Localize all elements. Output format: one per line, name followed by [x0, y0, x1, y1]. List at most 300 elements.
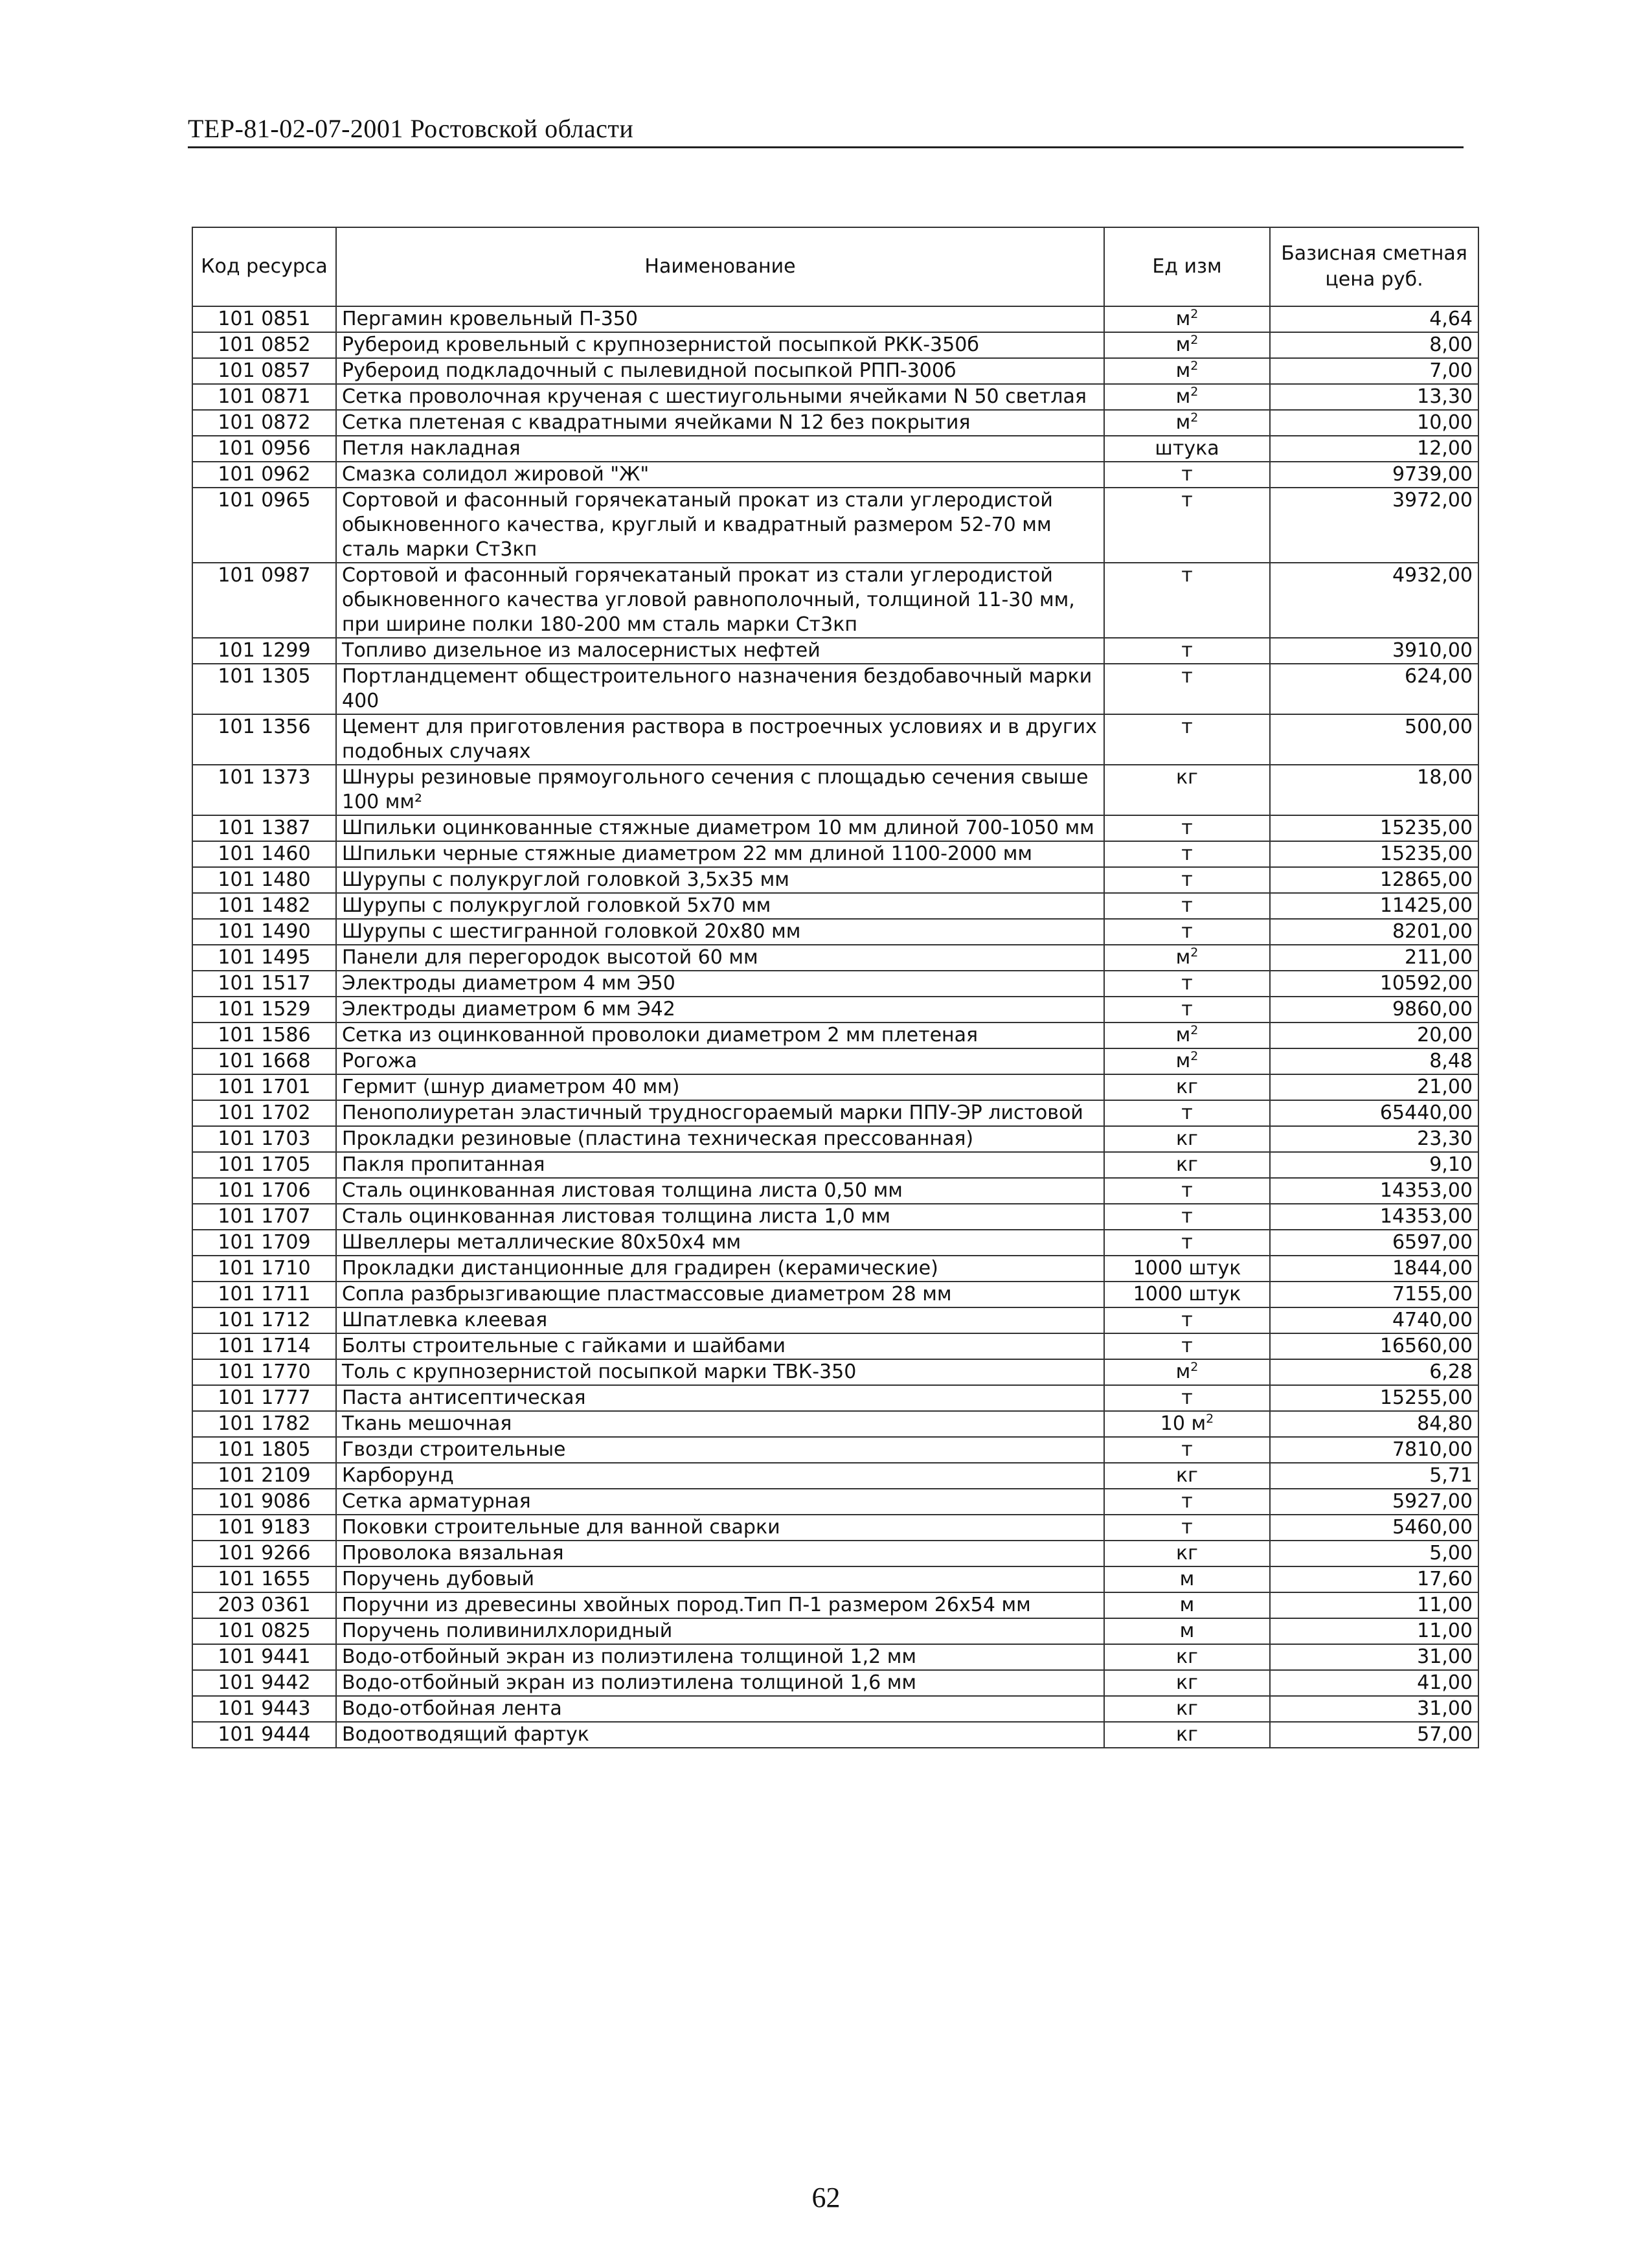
base-price: 18,00 — [1270, 765, 1478, 815]
resource-code: 101 1529 — [192, 997, 336, 1023]
base-price: 624,00 — [1270, 664, 1478, 714]
unit-of-measure — [1104, 488, 1270, 563]
resource-code: 101 1305 — [192, 664, 336, 714]
unit-label: штука — [1155, 437, 1219, 460]
resource-name: Топливо дизельное из малосернистых нефтей — [336, 638, 1104, 664]
resource-name: Сетка из оцинкованной проволоки диаметром 2 мм плетеная — [336, 1023, 1104, 1048]
resource-name: Сетка плетеная с квадратными ячейками N 12 без покрытия — [336, 410, 1104, 436]
resource-code: 101 0857 — [192, 358, 336, 384]
unit-label: т — [1181, 1490, 1193, 1513]
resource-code: 101 1703 — [192, 1126, 336, 1152]
resource-code: 101 1586 — [192, 1023, 336, 1048]
unit-of-measure — [1104, 1126, 1270, 1152]
unit-label: т — [1181, 1516, 1193, 1539]
unit-of-measure — [1104, 867, 1270, 893]
unit-of-measure — [1104, 1566, 1270, 1592]
table-row — [192, 306, 1478, 332]
unit-label: м — [1175, 946, 1191, 969]
base-price: 65440,00 — [1270, 1100, 1478, 1126]
resource-name: Сортовой и фасонный горячекатаный прокат из стали углеродистой обыкновенного качества угловой равнополочный, толщиной 11-30 мм, при ширине полки 180-200 мм сталь марки Ст3кп — [336, 563, 1104, 638]
resource-code: 101 1705 — [192, 1152, 336, 1178]
resource-code: 101 1710 — [192, 1256, 336, 1282]
unit-label: кг — [1176, 1671, 1198, 1694]
base-price: 5927,00 — [1270, 1489, 1478, 1515]
resource-code: 101 1387 — [192, 815, 336, 841]
unit-label: кг — [1176, 1645, 1198, 1668]
resource-code: 101 1482 — [192, 893, 336, 919]
resource-name: Гермит (шнур диаметром 40 мм) — [336, 1074, 1104, 1100]
base-price: 6,28 — [1270, 1359, 1478, 1385]
unit-of-measure — [1104, 332, 1270, 358]
resource-code: 101 1480 — [192, 867, 336, 893]
table-row — [192, 1126, 1478, 1152]
base-price: 5460,00 — [1270, 1515, 1478, 1541]
unit-of-measure — [1104, 1048, 1270, 1074]
base-price: 13,30 — [1270, 384, 1478, 410]
unit-of-measure — [1104, 1437, 1270, 1463]
table-row — [192, 358, 1478, 384]
unit-of-measure — [1104, 638, 1270, 664]
unit-label: 1000 штук — [1133, 1283, 1241, 1305]
unit-of-measure — [1104, 358, 1270, 384]
table-row — [192, 1618, 1478, 1644]
resource-name: Швеллеры металлические 80х50х4 мм — [336, 1230, 1104, 1256]
resource-name: Сопла разбрызгивающие пластмассовые диаметром 28 мм — [336, 1282, 1104, 1307]
base-price: 11,00 — [1270, 1618, 1478, 1644]
table-row — [192, 1230, 1478, 1256]
table-header-row — [192, 227, 1478, 306]
unit-of-measure — [1104, 919, 1270, 945]
resource-code: 101 1706 — [192, 1178, 336, 1204]
resource-name: Ткань мешочная — [336, 1411, 1104, 1437]
unit-exponent: 2 — [1206, 1412, 1214, 1426]
resource-name: Проволока вязальная — [336, 1541, 1104, 1566]
resource-code: 101 1495 — [192, 945, 336, 971]
unit-exponent: 2 — [1190, 359, 1199, 373]
base-price: 7,00 — [1270, 358, 1478, 384]
base-price: 4,64 — [1270, 306, 1478, 332]
unit-of-measure — [1104, 384, 1270, 410]
unit-of-measure — [1104, 945, 1270, 971]
table-row — [192, 1463, 1478, 1489]
unit-label: кг — [1176, 1542, 1198, 1565]
resource-code: 101 1805 — [192, 1437, 336, 1463]
unit-label: кг — [1176, 766, 1198, 789]
unit-label: т — [1181, 1205, 1193, 1228]
resource-price-table — [192, 227, 1479, 1748]
resource-code: 101 1777 — [192, 1385, 336, 1411]
resource-name: Пенополиуретан эластичный трудносгораемый марки ППУ-ЭР листовой — [336, 1100, 1104, 1126]
resource-code: 101 1517 — [192, 971, 336, 997]
document-title: ТЕР-81-02-07-2001 Ростовской области — [188, 114, 634, 143]
base-price: 1844,00 — [1270, 1256, 1478, 1282]
unit-label: т — [1181, 1179, 1193, 1202]
table-row — [192, 1489, 1478, 1515]
base-price: 3910,00 — [1270, 638, 1478, 664]
resource-name: Паста антисептическая — [336, 1385, 1104, 1411]
unit-of-measure — [1104, 1178, 1270, 1204]
table-row — [192, 1307, 1478, 1333]
resource-name: Шпильки черные стяжные диаметром 22 мм длиной 1100-2000 мм — [336, 841, 1104, 867]
resource-name: Болты строительные с гайками и шайбами — [336, 1333, 1104, 1359]
base-price: 7810,00 — [1270, 1437, 1478, 1463]
unit-label: т — [1181, 972, 1193, 995]
unit-label: т — [1181, 920, 1193, 943]
unit-label: т — [1181, 1309, 1193, 1331]
unit-of-measure — [1104, 1204, 1270, 1230]
resource-code: 101 1460 — [192, 841, 336, 867]
table-row — [192, 1152, 1478, 1178]
resource-name: Рубероид кровельный с крупнозернистой посыпкой РКК-350б — [336, 332, 1104, 358]
resource-name: Шнуры резиновые прямоугольного сечения с площадью сечения свыше 100 мм² — [336, 765, 1104, 815]
resource-code: 101 9443 — [192, 1696, 336, 1722]
unit-exponent: 2 — [1190, 945, 1199, 960]
base-price: 10592,00 — [1270, 971, 1478, 997]
unit-label: м — [1175, 1024, 1191, 1046]
resource-code: 101 1356 — [192, 714, 336, 765]
base-price: 21,00 — [1270, 1074, 1478, 1100]
resource-code: 101 1299 — [192, 638, 336, 664]
unit-exponent: 2 — [1190, 307, 1199, 321]
unit-label: т — [1181, 665, 1193, 688]
base-price: 9739,00 — [1270, 462, 1478, 488]
unit-exponent: 2 — [1190, 1049, 1199, 1063]
resource-code: 101 0825 — [192, 1618, 336, 1644]
base-price: 9860,00 — [1270, 997, 1478, 1023]
unit-label: 1000 штук — [1133, 1257, 1241, 1280]
unit-of-measure — [1104, 1696, 1270, 1722]
base-price: 5,71 — [1270, 1463, 1478, 1489]
resource-name: Водо-отбойная лента — [336, 1696, 1104, 1722]
unit-label: м — [1175, 411, 1191, 434]
table-row — [192, 919, 1478, 945]
unit-label: т — [1181, 998, 1193, 1021]
resource-code: 101 9266 — [192, 1541, 336, 1566]
table-row — [192, 1515, 1478, 1541]
resource-code: 101 1490 — [192, 919, 336, 945]
base-price: 41,00 — [1270, 1670, 1478, 1696]
unit-label: т — [1181, 639, 1193, 662]
unit-of-measure — [1104, 1489, 1270, 1515]
unit-label: т — [1181, 564, 1193, 587]
page-header — [188, 111, 1464, 148]
unit-label: кг — [1176, 1076, 1198, 1098]
unit-label: м — [1175, 1361, 1191, 1383]
table-row — [192, 815, 1478, 841]
resource-code: 101 1373 — [192, 765, 336, 815]
base-price: 4932,00 — [1270, 563, 1478, 638]
resource-name: Портландцемент общестроительного назначения бездобавочный марки 400 — [336, 664, 1104, 714]
unit-of-measure — [1104, 1618, 1270, 1644]
resource-code: 101 0956 — [192, 436, 336, 462]
unit-label: т — [1181, 1102, 1193, 1124]
table-row — [192, 1696, 1478, 1722]
resource-code: 101 1701 — [192, 1074, 336, 1100]
resource-name: Петля накладная — [336, 436, 1104, 462]
base-price: 11,00 — [1270, 1592, 1478, 1618]
table-body — [192, 306, 1478, 1748]
unit-label: т — [1181, 716, 1193, 738]
base-price: 57,00 — [1270, 1722, 1478, 1748]
unit-label: м — [1179, 1620, 1195, 1642]
resource-code: 101 1655 — [192, 1566, 336, 1592]
unit-of-measure — [1104, 1256, 1270, 1282]
table-row — [192, 410, 1478, 436]
unit-label: м — [1175, 333, 1191, 356]
unit-of-measure — [1104, 1333, 1270, 1359]
table-row — [192, 1204, 1478, 1230]
table-row — [192, 332, 1478, 358]
resource-code: 101 1709 — [192, 1230, 336, 1256]
resource-name: Шурупы с полукруглой головкой 5х70 мм — [336, 893, 1104, 919]
base-price: 31,00 — [1270, 1696, 1478, 1722]
base-price: 15235,00 — [1270, 841, 1478, 867]
table-row — [192, 638, 1478, 664]
unit-label: м — [1179, 1568, 1195, 1590]
table-row — [192, 1437, 1478, 1463]
resource-name: Прокладки дистанционные для градирен (керамические) — [336, 1256, 1104, 1282]
table-row — [192, 841, 1478, 867]
resource-name: Карборунд — [336, 1463, 1104, 1489]
base-price: 3972,00 — [1270, 488, 1478, 563]
base-price: 20,00 — [1270, 1023, 1478, 1048]
unit-label: кг — [1176, 1723, 1198, 1746]
resource-name: Шпильки оцинкованные стяжные диаметром 10 мм длиной 700-1050 мм — [336, 815, 1104, 841]
table-row — [192, 462, 1478, 488]
table-row — [192, 664, 1478, 714]
column-header-unit: Ед изм — [1104, 227, 1270, 306]
resource-name: Панели для перегородок высотой 60 мм — [336, 945, 1104, 971]
resource-name: Смазка солидол жировой "Ж" — [336, 462, 1104, 488]
resource-code: 101 9086 — [192, 1489, 336, 1515]
base-price: 8,00 — [1270, 332, 1478, 358]
table-row — [192, 1359, 1478, 1385]
unit-of-measure — [1104, 1100, 1270, 1126]
table-row — [192, 1670, 1478, 1696]
unit-of-measure — [1104, 1230, 1270, 1256]
resource-name: Электроды диаметром 4 мм Э50 — [336, 971, 1104, 997]
resource-name: Сталь оцинкованная листовая толщина листа 1,0 мм — [336, 1204, 1104, 1230]
unit-of-measure — [1104, 1541, 1270, 1566]
unit-label: т — [1181, 894, 1193, 917]
unit-label: т — [1181, 489, 1193, 512]
unit-label: м — [1175, 385, 1191, 408]
table-row — [192, 384, 1478, 410]
base-price: 15255,00 — [1270, 1385, 1478, 1411]
unit-exponent: 2 — [1190, 385, 1199, 399]
resource-code: 101 0871 — [192, 384, 336, 410]
resource-code: 101 0965 — [192, 488, 336, 563]
resource-name: Сортовой и фасонный горячекатаный прокат из стали углеродистой обыкновенного качества, круглый и квадратный размером 52-70 мм сталь марки Ст3кп — [336, 488, 1104, 563]
resource-name: Цемент для приготовления раствора в построечных условиях и в других подобных случаях — [336, 714, 1104, 765]
table-row — [192, 893, 1478, 919]
resource-name: Пакля пропитанная — [336, 1152, 1104, 1178]
base-price: 23,30 — [1270, 1126, 1478, 1152]
base-price: 10,00 — [1270, 410, 1478, 436]
resource-code: 101 0987 — [192, 563, 336, 638]
unit-of-measure — [1104, 1592, 1270, 1618]
table-row — [192, 945, 1478, 971]
unit-of-measure — [1104, 1359, 1270, 1385]
unit-of-measure — [1104, 893, 1270, 919]
unit-label: кг — [1176, 1153, 1198, 1176]
table-row — [192, 1541, 1478, 1566]
unit-label: 10 м — [1160, 1412, 1206, 1435]
base-price: 16560,00 — [1270, 1333, 1478, 1359]
unit-of-measure — [1104, 462, 1270, 488]
resource-name: Рубероид подкладочный с пылевидной посыпкой РПП-300б — [336, 358, 1104, 384]
resource-code: 101 2109 — [192, 1463, 336, 1489]
unit-of-measure — [1104, 971, 1270, 997]
resource-name: Шурупы с полукруглой головкой 3,5х35 мм — [336, 867, 1104, 893]
resource-code: 101 0872 — [192, 410, 336, 436]
unit-label: м — [1175, 308, 1191, 330]
unit-exponent: 2 — [1190, 411, 1199, 425]
resource-code: 101 1707 — [192, 1204, 336, 1230]
unit-of-measure — [1104, 1463, 1270, 1489]
unit-label: т — [1181, 1386, 1193, 1409]
unit-exponent: 2 — [1190, 1023, 1199, 1037]
base-price: 7155,00 — [1270, 1282, 1478, 1307]
base-price: 14353,00 — [1270, 1178, 1478, 1204]
resource-name: Поручень поливинилхлоридный — [336, 1618, 1104, 1644]
unit-of-measure — [1104, 436, 1270, 462]
table-row — [192, 1023, 1478, 1048]
page-number: 62 — [811, 2182, 841, 2213]
table-row — [192, 488, 1478, 563]
table-row — [192, 1074, 1478, 1100]
table-row — [192, 1282, 1478, 1307]
resource-code: 101 0851 — [192, 306, 336, 332]
unit-label: кг — [1176, 1464, 1198, 1487]
unit-of-measure — [1104, 1722, 1270, 1748]
resource-name: Прокладки резиновые (пластина техническая прессованная) — [336, 1126, 1104, 1152]
base-price: 211,00 — [1270, 945, 1478, 971]
resource-name: Электроды диаметром 6 мм Э42 — [336, 997, 1104, 1023]
resource-code: 101 9183 — [192, 1515, 336, 1541]
unit-of-measure — [1104, 1282, 1270, 1307]
resource-code: 101 1711 — [192, 1282, 336, 1307]
resource-code: 101 1714 — [192, 1333, 336, 1359]
unit-of-measure — [1104, 563, 1270, 638]
unit-of-measure — [1104, 815, 1270, 841]
table-row — [192, 563, 1478, 638]
table-row — [192, 1048, 1478, 1074]
resource-name: Водоотводящий фартук — [336, 1722, 1104, 1748]
unit-of-measure — [1104, 664, 1270, 714]
unit-of-measure — [1104, 1307, 1270, 1333]
resource-name: Толь с крупнозернистой посыпкой марки ТВК-350 — [336, 1359, 1104, 1385]
unit-of-measure — [1104, 1670, 1270, 1696]
unit-of-measure — [1104, 714, 1270, 765]
unit-of-measure — [1104, 1644, 1270, 1670]
resource-code: 101 9444 — [192, 1722, 336, 1748]
resource-name: Поковки строительные для ванной сварки — [336, 1515, 1104, 1541]
table-row — [192, 1178, 1478, 1204]
unit-label: т — [1181, 1438, 1193, 1461]
base-price: 5,00 — [1270, 1541, 1478, 1566]
unit-label: т — [1181, 817, 1193, 839]
unit-label: м — [1175, 1050, 1191, 1072]
table-row — [192, 997, 1478, 1023]
unit-exponent: 2 — [1190, 1360, 1199, 1374]
base-price: 6597,00 — [1270, 1230, 1478, 1256]
resource-code: 101 9441 — [192, 1644, 336, 1670]
base-price: 9,10 — [1270, 1152, 1478, 1178]
table-row — [192, 1411, 1478, 1437]
base-price: 8,48 — [1270, 1048, 1478, 1074]
unit-label: кг — [1176, 1697, 1198, 1720]
unit-of-measure — [1104, 1023, 1270, 1048]
base-price: 4740,00 — [1270, 1307, 1478, 1333]
unit-of-measure — [1104, 410, 1270, 436]
unit-of-measure — [1104, 1385, 1270, 1411]
resource-name: Гвозди строительные — [336, 1437, 1104, 1463]
table-row — [192, 1592, 1478, 1618]
resource-name: Поручень дубовый — [336, 1566, 1104, 1592]
unit-label: м — [1179, 1594, 1195, 1616]
resource-name: Пергамин кровельный П-350 — [336, 306, 1104, 332]
table-row — [192, 1385, 1478, 1411]
base-price: 500,00 — [1270, 714, 1478, 765]
resource-name: Поручни из древесины хвойных пород.Тип П-1 размером 26х54 мм — [336, 1592, 1104, 1618]
base-price: 31,00 — [1270, 1644, 1478, 1670]
resource-name: Сталь оцинкованная листовая толщина листа 0,50 мм — [336, 1178, 1104, 1204]
resource-code: 101 1782 — [192, 1411, 336, 1437]
unit-exponent: 2 — [1190, 333, 1199, 347]
table-row — [192, 436, 1478, 462]
resource-name: Водо-отбойный экран из полиэтилена толщиной 1,6 мм — [336, 1670, 1104, 1696]
table-row — [192, 1722, 1478, 1748]
resource-name: Шурупы с шестигранной головкой 20х80 мм — [336, 919, 1104, 945]
resource-code: 101 0852 — [192, 332, 336, 358]
resource-code: 101 1712 — [192, 1307, 336, 1333]
table-row — [192, 1644, 1478, 1670]
resource-code: 101 1668 — [192, 1048, 336, 1074]
resource-name: Шпатлевка клеевая — [336, 1307, 1104, 1333]
unit-label: т — [1181, 1231, 1193, 1254]
table-row — [192, 765, 1478, 815]
resource-name: Сетка арматурная — [336, 1489, 1104, 1515]
unit-of-measure — [1104, 1411, 1270, 1437]
table-row — [192, 1333, 1478, 1359]
resource-name: Водо-отбойный экран из полиэтилена толщиной 1,2 мм — [336, 1644, 1104, 1670]
unit-of-measure — [1104, 1074, 1270, 1100]
resource-code: 101 1770 — [192, 1359, 336, 1385]
column-header-price: Базисная сметная цена руб. — [1270, 227, 1478, 306]
base-price: 14353,00 — [1270, 1204, 1478, 1230]
unit-label: т — [1181, 868, 1193, 891]
resource-code: 101 1702 — [192, 1100, 336, 1126]
unit-label: т — [1181, 1335, 1193, 1357]
unit-of-measure — [1104, 306, 1270, 332]
resource-code: 101 9442 — [192, 1670, 336, 1696]
table-row — [192, 867, 1478, 893]
table-row — [192, 971, 1478, 997]
table-row — [192, 1256, 1478, 1282]
column-header-code: Код ресурса — [192, 227, 336, 306]
unit-label: кг — [1176, 1127, 1198, 1150]
unit-of-measure — [1104, 1515, 1270, 1541]
resource-name: Сетка проволочная крученая с шестиугольными ячейками N 50 светлая — [336, 384, 1104, 410]
table-row — [192, 714, 1478, 765]
unit-of-measure — [1104, 997, 1270, 1023]
base-price: 17,60 — [1270, 1566, 1478, 1592]
base-price: 15235,00 — [1270, 815, 1478, 841]
unit-of-measure — [1104, 765, 1270, 815]
base-price: 84,80 — [1270, 1411, 1478, 1437]
base-price: 12,00 — [1270, 436, 1478, 462]
